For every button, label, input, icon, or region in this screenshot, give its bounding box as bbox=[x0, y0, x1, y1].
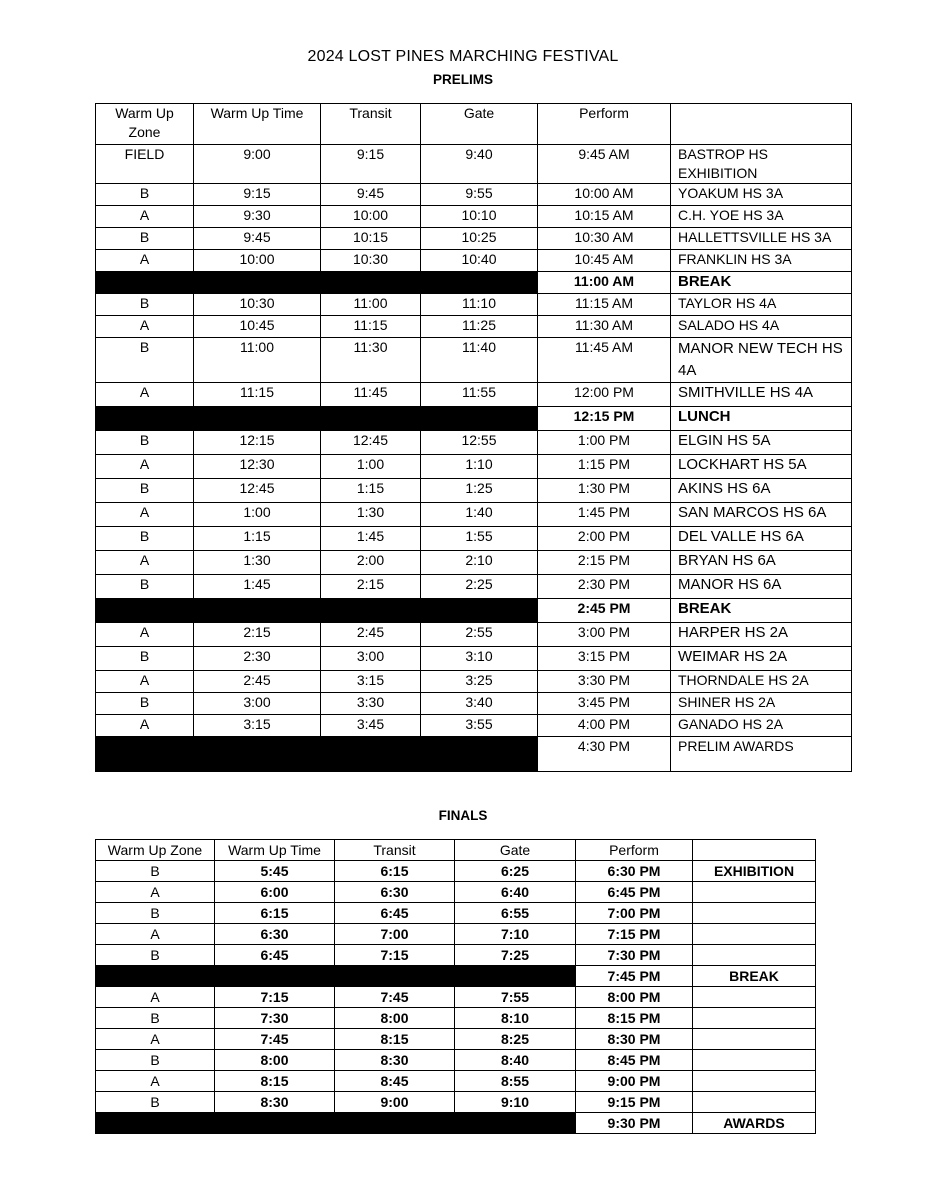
transit-time: 11:15 bbox=[321, 316, 421, 338]
table-row bbox=[96, 145, 852, 184]
transit-time: 10:00 bbox=[321, 206, 421, 228]
warm-up-zone: FIELD bbox=[96, 145, 194, 184]
table-row bbox=[96, 551, 852, 575]
table-row bbox=[96, 693, 852, 715]
transit-time: 1:30 bbox=[321, 503, 421, 527]
gate-time: 10:40 bbox=[421, 250, 538, 272]
transit-time: 10:30 bbox=[321, 250, 421, 272]
blackout-cell bbox=[96, 599, 538, 623]
warm-up-zone: B bbox=[96, 1092, 215, 1113]
transit-time: 6:15 bbox=[335, 861, 455, 882]
perform-time: 8:00 PM bbox=[576, 987, 693, 1008]
gate-time: 1:25 bbox=[421, 479, 538, 503]
gate-time: 3:10 bbox=[421, 647, 538, 671]
break-row bbox=[96, 966, 816, 987]
warm-up-time: 12:30 bbox=[194, 455, 321, 479]
perform-time: 11:30 AM bbox=[538, 316, 671, 338]
row-note bbox=[693, 1050, 816, 1071]
awards-row bbox=[96, 737, 852, 772]
transit-time: 9:00 bbox=[335, 1092, 455, 1113]
table-row bbox=[96, 715, 852, 737]
gate-time: 8:40 bbox=[455, 1050, 576, 1071]
warm-up-zone: A bbox=[96, 383, 194, 407]
warm-up-zone: A bbox=[96, 1071, 215, 1092]
warm-up-time: 12:45 bbox=[194, 479, 321, 503]
table-row bbox=[96, 294, 852, 316]
break-row bbox=[96, 407, 852, 431]
table-row bbox=[96, 383, 852, 407]
row-note bbox=[693, 1071, 816, 1092]
band-name: BREAK bbox=[671, 272, 852, 294]
table-row bbox=[96, 882, 816, 903]
warm-up-zone: A bbox=[96, 623, 194, 647]
warm-up-time: 11:15 bbox=[194, 383, 321, 407]
row-note bbox=[693, 945, 816, 966]
band-name: AKINS HS 6A bbox=[671, 479, 852, 503]
table-row bbox=[96, 945, 816, 966]
perform-time: 2:45 PM bbox=[538, 599, 671, 623]
transit-time: 1:00 bbox=[321, 455, 421, 479]
perform-time: 9:45 AM bbox=[538, 145, 671, 184]
warm-up-zone: A bbox=[96, 551, 194, 575]
table-row bbox=[96, 228, 852, 250]
gate-time: 9:10 bbox=[455, 1092, 576, 1113]
warm-up-time: 1:45 bbox=[194, 575, 321, 599]
row-note bbox=[693, 903, 816, 924]
gate-time: 1:10 bbox=[421, 455, 538, 479]
perform-time: 9:30 PM bbox=[576, 1113, 693, 1134]
column-header: Warm Up Time bbox=[215, 840, 335, 861]
row-note bbox=[693, 987, 816, 1008]
table-row bbox=[96, 316, 852, 338]
warm-up-time: 6:15 bbox=[215, 903, 335, 924]
perform-time: 8:45 PM bbox=[576, 1050, 693, 1071]
warm-up-time: 6:00 bbox=[215, 882, 335, 903]
warm-up-time: 6:45 bbox=[215, 945, 335, 966]
gate-time: 3:55 bbox=[421, 715, 538, 737]
warm-up-zone: A bbox=[96, 250, 194, 272]
warm-up-zone: B bbox=[96, 1050, 215, 1071]
table-row bbox=[96, 527, 852, 551]
table-row bbox=[96, 987, 816, 1008]
row-note: BREAK bbox=[693, 966, 816, 987]
perform-time: 12:00 PM bbox=[538, 383, 671, 407]
band-name: ELGIN HS 5A bbox=[671, 431, 852, 455]
band-name: HARPER HS 2A bbox=[671, 623, 852, 647]
gate-time: 8:25 bbox=[455, 1029, 576, 1050]
gate-time: 9:40 bbox=[421, 145, 538, 184]
perform-time: 2:00 PM bbox=[538, 527, 671, 551]
transit-time: 3:30 bbox=[321, 693, 421, 715]
row-note: EXHIBITION bbox=[693, 861, 816, 882]
warm-up-time: 1:00 bbox=[194, 503, 321, 527]
table-row bbox=[96, 903, 816, 924]
warm-up-zone: A bbox=[96, 924, 215, 945]
warm-up-time: 3:15 bbox=[194, 715, 321, 737]
warm-up-time: 6:30 bbox=[215, 924, 335, 945]
table-row bbox=[96, 647, 852, 671]
warm-up-zone: B bbox=[96, 945, 215, 966]
table-row bbox=[96, 1050, 816, 1071]
finals-title: FINALS bbox=[438, 808, 488, 823]
gate-time: 11:25 bbox=[421, 316, 538, 338]
perform-time: 6:30 PM bbox=[576, 861, 693, 882]
warm-up-time: 9:45 bbox=[194, 228, 321, 250]
gate-time: 2:55 bbox=[421, 623, 538, 647]
perform-time: 3:30 PM bbox=[538, 671, 671, 693]
table-row bbox=[96, 575, 852, 599]
band-name: GANADO HS 2A bbox=[671, 715, 852, 737]
perform-time: 2:30 PM bbox=[538, 575, 671, 599]
warm-up-zone: A bbox=[96, 671, 194, 693]
band-name: MANOR HS 6A bbox=[671, 575, 852, 599]
break-row bbox=[96, 1113, 816, 1134]
gate-time: 3:25 bbox=[421, 671, 538, 693]
warm-up-zone: B bbox=[96, 861, 215, 882]
perform-time: 7:15 PM bbox=[576, 924, 693, 945]
warm-up-zone: B bbox=[96, 647, 194, 671]
table-row bbox=[96, 924, 816, 945]
gate-time: 11:40 bbox=[421, 338, 538, 383]
table-row bbox=[96, 250, 852, 272]
transit-time: 2:00 bbox=[321, 551, 421, 575]
perform-time: 7:30 PM bbox=[576, 945, 693, 966]
column-header: Transit bbox=[321, 104, 421, 145]
transit-time: 9:45 bbox=[321, 184, 421, 206]
perform-time: 11:45 AM bbox=[538, 338, 671, 383]
perform-time: 12:15 PM bbox=[538, 407, 671, 431]
warm-up-zone: B bbox=[96, 431, 194, 455]
warm-up-time: 7:15 bbox=[215, 987, 335, 1008]
band-name: HALLETTSVILLE HS 3A bbox=[671, 228, 852, 250]
warm-up-zone: B bbox=[96, 903, 215, 924]
table-row bbox=[96, 1008, 816, 1029]
warm-up-time: 2:45 bbox=[194, 671, 321, 693]
warm-up-time: 9:00 bbox=[194, 145, 321, 184]
gate-time: 8:55 bbox=[455, 1071, 576, 1092]
transit-time: 6:45 bbox=[335, 903, 455, 924]
gate-time: 10:10 bbox=[421, 206, 538, 228]
transit-time: 11:45 bbox=[321, 383, 421, 407]
perform-time: 10:15 AM bbox=[538, 206, 671, 228]
transit-time: 1:45 bbox=[321, 527, 421, 551]
transit-time: 11:30 bbox=[321, 338, 421, 383]
page-title: 2024 LOST PINES MARCHING FESTIVAL bbox=[307, 48, 619, 65]
transit-time: 3:45 bbox=[321, 715, 421, 737]
warm-up-zone: B bbox=[96, 479, 194, 503]
gate-time: 1:55 bbox=[421, 527, 538, 551]
column-header: Gate bbox=[421, 104, 538, 145]
band-name: SMITHVILLE HS 4A bbox=[671, 383, 852, 407]
column-header: Warm Up Zone bbox=[96, 104, 194, 145]
perform-time: 7:00 PM bbox=[576, 903, 693, 924]
warm-up-zone: B bbox=[96, 575, 194, 599]
band-name: BRYAN HS 6A bbox=[671, 551, 852, 575]
warm-up-time: 3:00 bbox=[194, 693, 321, 715]
gate-time: 10:25 bbox=[421, 228, 538, 250]
gate-time: 11:10 bbox=[421, 294, 538, 316]
warm-up-zone: A bbox=[96, 455, 194, 479]
gate-time: 9:55 bbox=[421, 184, 538, 206]
perform-time: 1:45 PM bbox=[538, 503, 671, 527]
band-name: SHINER HS 2A bbox=[671, 693, 852, 715]
perform-time: 11:00 AM bbox=[538, 272, 671, 294]
band-name: THORNDALE HS 2A bbox=[671, 671, 852, 693]
warm-up-time: 10:00 bbox=[194, 250, 321, 272]
row-note bbox=[693, 924, 816, 945]
perform-time: 9:00 PM bbox=[576, 1071, 693, 1092]
column-header: Perform bbox=[538, 104, 671, 145]
perform-time: 9:15 PM bbox=[576, 1092, 693, 1113]
band-name: TAYLOR HS 4A bbox=[671, 294, 852, 316]
blackout-cell bbox=[96, 737, 538, 772]
warm-up-time: 8:00 bbox=[215, 1050, 335, 1071]
perform-time: 4:30 PM bbox=[538, 737, 671, 772]
column-header: Perform bbox=[576, 840, 693, 861]
band-name: BASTROP HS EXHIBITION bbox=[671, 145, 852, 184]
transit-time: 10:15 bbox=[321, 228, 421, 250]
warm-up-zone: B bbox=[96, 294, 194, 316]
perform-time: 3:15 PM bbox=[538, 647, 671, 671]
finals-table bbox=[95, 839, 816, 1134]
table-row bbox=[96, 503, 852, 527]
table-row bbox=[96, 1029, 816, 1050]
perform-time: 3:45 PM bbox=[538, 693, 671, 715]
warm-up-time: 11:00 bbox=[194, 338, 321, 383]
transit-time: 8:30 bbox=[335, 1050, 455, 1071]
warm-up-time: 7:45 bbox=[215, 1029, 335, 1050]
table-row bbox=[96, 184, 852, 206]
band-name: PRELIM AWARDS bbox=[671, 737, 852, 772]
transit-time: 1:15 bbox=[321, 479, 421, 503]
gate-time: 2:10 bbox=[421, 551, 538, 575]
perform-time: 11:15 AM bbox=[538, 294, 671, 316]
gate-time: 11:55 bbox=[421, 383, 538, 407]
row-note bbox=[693, 1029, 816, 1050]
perform-time: 7:45 PM bbox=[576, 966, 693, 987]
warm-up-time: 10:45 bbox=[194, 316, 321, 338]
gate-time: 7:55 bbox=[455, 987, 576, 1008]
warm-up-zone: A bbox=[96, 715, 194, 737]
break-row bbox=[96, 272, 852, 294]
transit-time: 3:00 bbox=[321, 647, 421, 671]
column-header bbox=[671, 104, 852, 145]
warm-up-zone: B bbox=[96, 1008, 215, 1029]
perform-time: 8:30 PM bbox=[576, 1029, 693, 1050]
perform-time: 2:15 PM bbox=[538, 551, 671, 575]
band-name: LOCKHART HS 5A bbox=[671, 455, 852, 479]
warm-up-zone: A bbox=[96, 206, 194, 228]
warm-up-zone: A bbox=[96, 882, 215, 903]
row-note bbox=[693, 1008, 816, 1029]
warm-up-time: 1:30 bbox=[194, 551, 321, 575]
band-name: MANOR NEW TECH HS 4A bbox=[671, 338, 852, 383]
warm-up-time: 8:15 bbox=[215, 1071, 335, 1092]
warm-up-time: 5:45 bbox=[215, 861, 335, 882]
table-row bbox=[96, 671, 852, 693]
break-row bbox=[96, 599, 852, 623]
band-name: C.H. YOE HS 3A bbox=[671, 206, 852, 228]
band-name: SALADO HS 4A bbox=[671, 316, 852, 338]
band-name: FRANKLIN HS 3A bbox=[671, 250, 852, 272]
perform-time: 4:00 PM bbox=[538, 715, 671, 737]
row-note bbox=[693, 882, 816, 903]
warm-up-zone: B bbox=[96, 228, 194, 250]
header-row bbox=[96, 104, 852, 145]
warm-up-zone: B bbox=[96, 693, 194, 715]
warm-up-zone: A bbox=[96, 1029, 215, 1050]
table-row bbox=[96, 479, 852, 503]
column-header bbox=[693, 840, 816, 861]
transit-time: 7:15 bbox=[335, 945, 455, 966]
perform-time: 6:45 PM bbox=[576, 882, 693, 903]
table-row bbox=[96, 338, 852, 383]
warm-up-time: 9:15 bbox=[194, 184, 321, 206]
band-name: DEL VALLE HS 6A bbox=[671, 527, 852, 551]
warm-up-time: 2:15 bbox=[194, 623, 321, 647]
warm-up-zone: B bbox=[96, 527, 194, 551]
prelims-table bbox=[95, 103, 852, 772]
perform-time: 1:15 PM bbox=[538, 455, 671, 479]
gate-time: 6:55 bbox=[455, 903, 576, 924]
warm-up-time: 9:30 bbox=[194, 206, 321, 228]
band-name: BREAK bbox=[671, 599, 852, 623]
transit-time: 8:00 bbox=[335, 1008, 455, 1029]
transit-time: 8:45 bbox=[335, 1071, 455, 1092]
gate-time: 6:25 bbox=[455, 861, 576, 882]
transit-time: 7:00 bbox=[335, 924, 455, 945]
band-name: SAN MARCOS HS 6A bbox=[671, 503, 852, 527]
warm-up-zone: A bbox=[96, 987, 215, 1008]
transit-time: 6:30 bbox=[335, 882, 455, 903]
gate-time: 1:40 bbox=[421, 503, 538, 527]
header-row bbox=[96, 840, 816, 861]
gate-time: 6:40 bbox=[455, 882, 576, 903]
blackout-cell bbox=[96, 272, 538, 294]
blackout-cell bbox=[96, 407, 538, 431]
warm-up-time: 12:15 bbox=[194, 431, 321, 455]
perform-time: 10:30 AM bbox=[538, 228, 671, 250]
band-name: YOAKUM HS 3A bbox=[671, 184, 852, 206]
transit-time: 7:45 bbox=[335, 987, 455, 1008]
perform-time: 8:15 PM bbox=[576, 1008, 693, 1029]
transit-time: 3:15 bbox=[321, 671, 421, 693]
transit-time: 2:45 bbox=[321, 623, 421, 647]
warm-up-zone: A bbox=[96, 316, 194, 338]
table-row bbox=[96, 455, 852, 479]
warm-up-time: 10:30 bbox=[194, 294, 321, 316]
column-header: Gate bbox=[455, 840, 576, 861]
column-header: Warm Up Time bbox=[194, 104, 321, 145]
row-note: AWARDS bbox=[693, 1113, 816, 1134]
transit-time: 8:15 bbox=[335, 1029, 455, 1050]
table-row bbox=[96, 1092, 816, 1113]
table-row bbox=[96, 206, 852, 228]
gate-time: 3:40 bbox=[421, 693, 538, 715]
blackout-cell bbox=[96, 966, 576, 987]
transit-time: 12:45 bbox=[321, 431, 421, 455]
perform-time: 1:30 PM bbox=[538, 479, 671, 503]
table-row bbox=[96, 1071, 816, 1092]
transit-time: 9:15 bbox=[321, 145, 421, 184]
table-row bbox=[96, 861, 816, 882]
warm-up-zone: A bbox=[96, 503, 194, 527]
gate-time: 8:10 bbox=[455, 1008, 576, 1029]
perform-time: 1:00 PM bbox=[538, 431, 671, 455]
row-note bbox=[693, 1092, 816, 1113]
prelims-title: PRELIMS bbox=[432, 72, 493, 87]
warm-up-zone: B bbox=[96, 184, 194, 206]
warm-up-time: 1:15 bbox=[194, 527, 321, 551]
gate-time: 2:25 bbox=[421, 575, 538, 599]
column-header: Transit bbox=[335, 840, 455, 861]
table-row bbox=[96, 431, 852, 455]
gate-time: 7:10 bbox=[455, 924, 576, 945]
warm-up-time: 8:30 bbox=[215, 1092, 335, 1113]
band-name: WEIMAR HS 2A bbox=[671, 647, 852, 671]
band-name: LUNCH bbox=[671, 407, 852, 431]
perform-time: 10:45 AM bbox=[538, 250, 671, 272]
gate-time: 12:55 bbox=[421, 431, 538, 455]
warm-up-time: 7:30 bbox=[215, 1008, 335, 1029]
transit-time: 11:00 bbox=[321, 294, 421, 316]
warm-up-time: 2:30 bbox=[194, 647, 321, 671]
table-row bbox=[96, 623, 852, 647]
transit-time: 2:15 bbox=[321, 575, 421, 599]
warm-up-zone: B bbox=[96, 338, 194, 383]
perform-time: 3:00 PM bbox=[538, 623, 671, 647]
column-header: Warm Up Zone bbox=[96, 840, 215, 861]
gate-time: 7:25 bbox=[455, 945, 576, 966]
perform-time: 10:00 AM bbox=[538, 184, 671, 206]
blackout-cell bbox=[96, 1113, 576, 1134]
